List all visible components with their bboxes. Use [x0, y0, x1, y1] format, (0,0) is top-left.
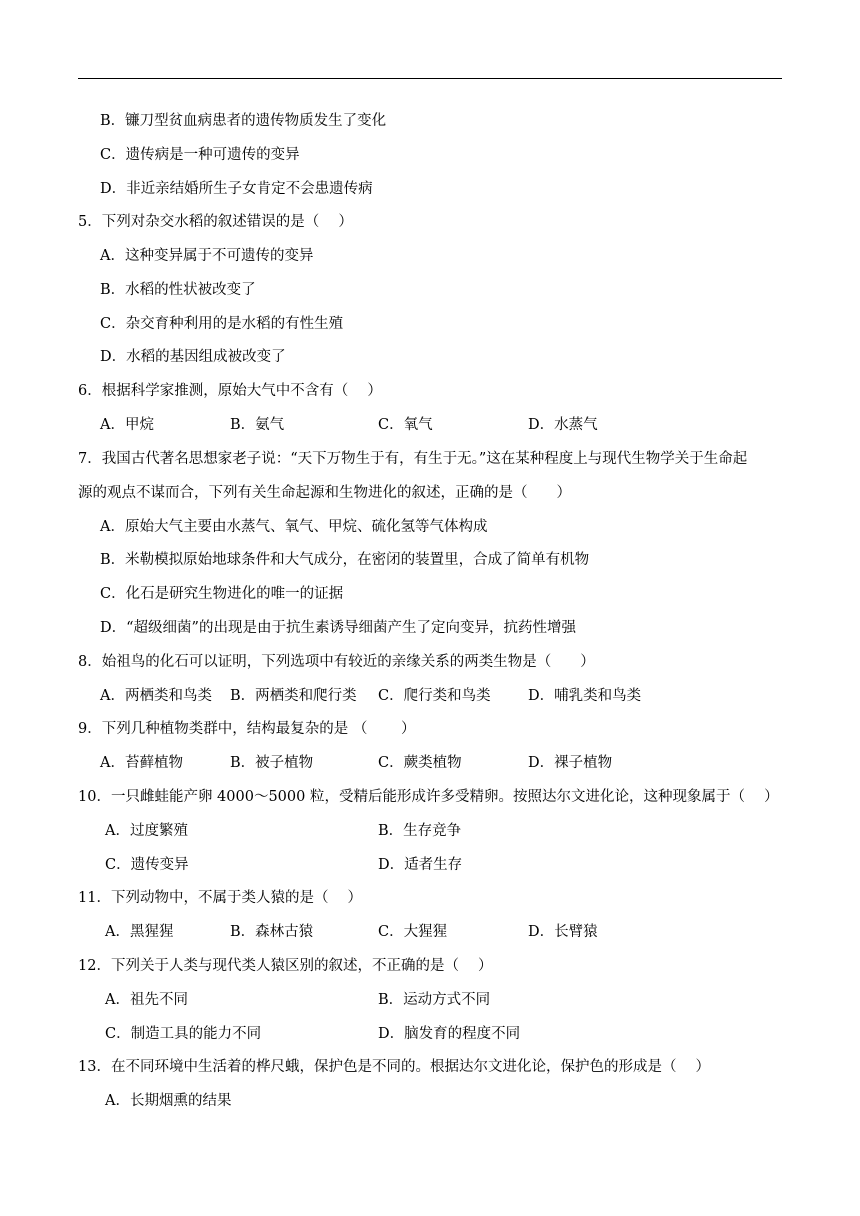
q5-stem: 5．下列对杂交水稻的叙述错误的是（ ） [78, 214, 353, 230]
q12-stem: 12．下列关于人类与现代类人猿区别的叙述，不正确的是（ ） [78, 958, 493, 974]
q12-option-c: C．制造工具的能力不同 [105, 1026, 262, 1042]
q6-option-c: C．氧气 [378, 417, 433, 433]
q7-option-c: C．化石是研究生物进化的唯一的证据 [100, 586, 344, 602]
q6-option-a: A．甲烷 [100, 417, 154, 433]
q5-option-c: C．杂交育种利用的是水稻的有性生殖 [100, 316, 344, 332]
q8-option-a: A．两栖类和鸟类 [100, 688, 212, 704]
q10-option-c: C．遗传变异 [105, 857, 189, 873]
q7-option-d: D．“超级细菌”的出现是由于抗生素诱导细菌产生了定向变异，抗药性增强 [100, 620, 576, 636]
q11-option-d: D．长臂猿 [528, 924, 598, 940]
q4-option-d: D．非近亲结婚所生子女肯定不会患遗传病 [100, 181, 373, 197]
q6-option-b: B．氨气 [230, 417, 285, 433]
q4-option-b: B．镰刀型贫血病患者的遗传物质发生了变化 [100, 113, 387, 129]
q13-option-a: A．长期烟熏的结果 [105, 1093, 232, 1109]
header-rule [78, 78, 782, 79]
q13-stem: 13．在不同环境中生活着的桦尺蛾，保护色是不同的。根据达尔文进化论，保护色的形成是（ ） [78, 1059, 711, 1075]
q8-option-b: B．两栖类和爬行类 [230, 688, 357, 704]
q5-option-b: B．水稻的性状被改变了 [100, 282, 256, 298]
q5-option-a: A．这种变异属于不可遗传的变异 [100, 248, 314, 264]
q12-option-d: D．脑发育的程度不同 [378, 1026, 521, 1042]
q11-option-b: B．森林古猿 [230, 924, 314, 940]
q6-option-d: D．水蒸气 [528, 417, 598, 433]
q7-option-a: A．原始大气主要由水蒸气、氧气、甲烷、硫化氢等气体构成 [100, 519, 488, 535]
q12-option-a: A．祖先不同 [105, 992, 188, 1008]
q8-stem: 8．始祖鸟的化石可以证明，下列选项中有较近的亲缘关系的两类生物是（ ） [78, 654, 595, 670]
q11-stem: 11．下列动物中，不属于类人猿的是（ ） [78, 890, 363, 906]
q7-option-b: B．米勒模拟原始地球条件和大气成分，在密闭的装置里，合成了简单有机物 [100, 552, 590, 568]
q9-stem: 9．下列几种植物类群中，结构最复杂的是 （ ） [78, 721, 416, 737]
q8-option-c: C．爬行类和鸟类 [378, 688, 491, 704]
q10-stem: 10．一只雌蛙能产卵 4000～5000 粒，受精后能形成许多受精卵。按照达尔文进化论，这种现象属于（ ） [78, 789, 779, 805]
q7-stem-line2: 源的观点不谋而合，下列有关生命起源和生物进化的叙述，正确的是（ ） [78, 485, 571, 501]
q10-option-b: B．生存竞争 [378, 823, 462, 839]
q10-option-a: A．过度繁殖 [105, 823, 188, 839]
q4-option-c: C．遗传病是一种可遗传的变异 [100, 147, 300, 163]
q6-stem: 6．根据科学家推测，原始大气中不含有（ ） [78, 383, 382, 399]
q9-option-a: A．苔藓植物 [100, 755, 183, 771]
q10-option-d: D．适者生存 [378, 857, 463, 873]
q11-option-c: C．大猩猩 [378, 924, 448, 940]
q5-option-d: D．水稻的基因组成被改变了 [100, 349, 286, 365]
q9-option-d: D．裸子植物 [528, 755, 613, 771]
q12-option-b: B．运动方式不同 [378, 992, 491, 1008]
q7-stem-line1: 7．我国古代著名思想家老子说：“天下万物生于有，有生于无。”这在某种程度上与现代生物学关于生命起 [78, 451, 748, 467]
q9-option-b: B．被子植物 [230, 755, 314, 771]
q11-option-a: A．黑猩猩 [105, 924, 174, 940]
q8-option-d: D．哺乳类和鸟类 [528, 688, 642, 704]
q9-option-c: C．蕨类植物 [378, 755, 462, 771]
